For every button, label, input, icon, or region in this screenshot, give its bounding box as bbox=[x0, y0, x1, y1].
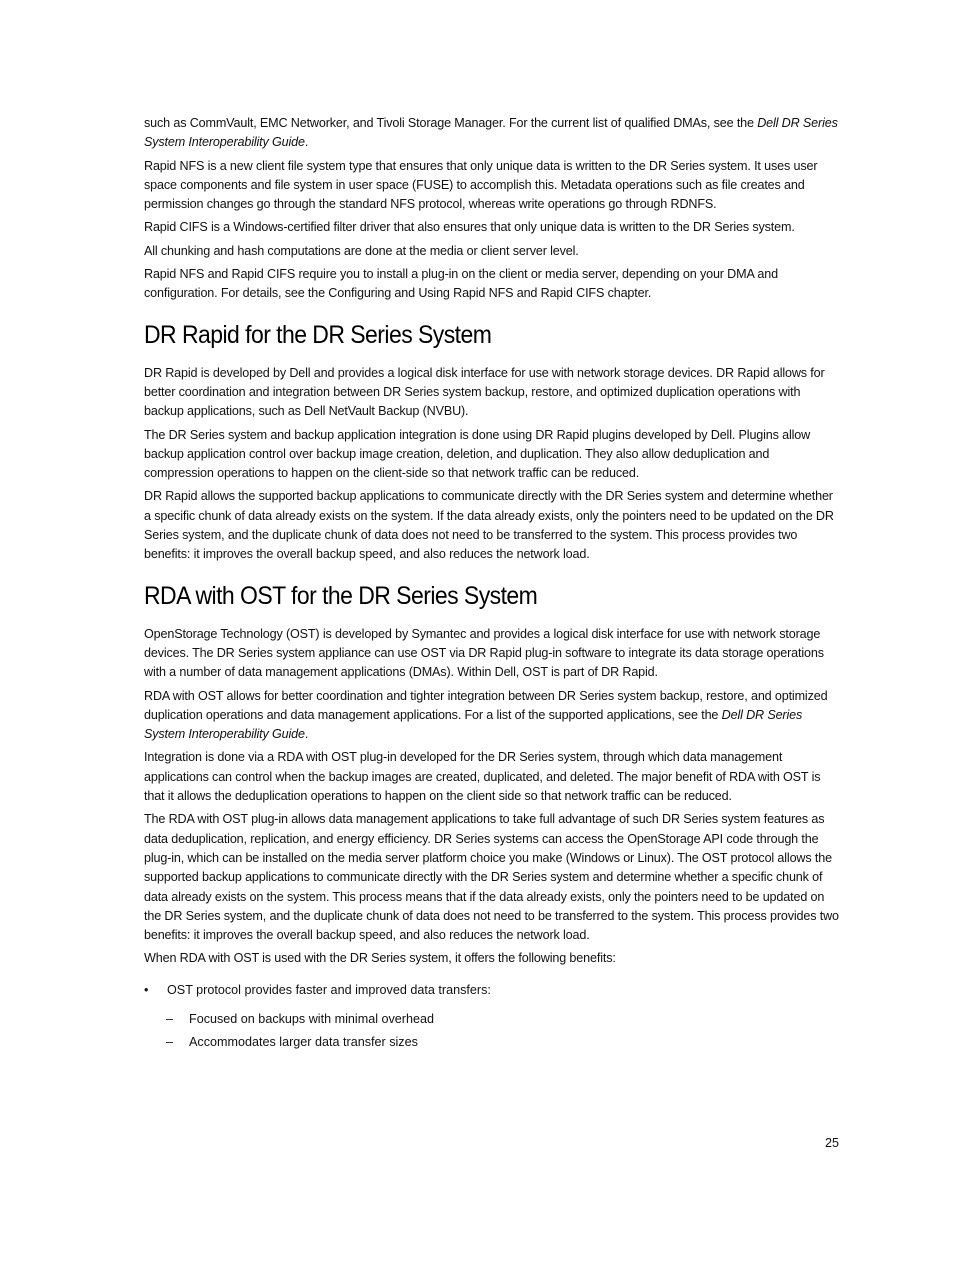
dash-icon: – bbox=[166, 1011, 174, 1026]
intro-paragraph-5: Rapid NFS and Rapid CIFS require you to install a plug-in on the client or media server, depending on your DMA and configuration. For details, see the Configuring and Using Rapid NFS and Rapid CIFS chapter. bbox=[144, 267, 778, 301]
dr-rapid-paragraph-1: DR Rapid is developed by Dell and provides a logical disk interface for use with network storage devices. DR Rapid allows for better coordination and integration between DR Series system backup, restore, and optimized duplication operations with backup applications, such as Dell NetVault Backup (NVBU). bbox=[144, 365, 825, 419]
interoperability-guide-reference: Dell DR Series System Interoperability Guide bbox=[144, 116, 838, 150]
dr-rapid-paragraph-2: The DR Series system and backup application integration is done using DR Rapid plugins developed by Dell. Plugins allow backup application control over backup image creation, deletion, and duplication. They also allow deduplication and compression operations to happen on the client-side so that network traffic can be reduced. bbox=[144, 427, 811, 481]
dr-rapid-paragraph-3: DR Rapid allows the supported backup applications to communicate directly with the DR Series system and determine whether a specific chunk of data already exists on the system. If the data already exists, only the pointers need to be updated on the DR Series system, and the duplicate chunk of data does not need to be transferred to the system. This process provides two benefits: it improves the overall backup speed, and also reduces the network load. bbox=[144, 489, 834, 562]
intro-paragraph-1-end: . bbox=[304, 135, 309, 150]
rda-ost-paragraph-3: Integration is done via a RDA with OST plug-in developed for the DR Series system, through which data management applications can control when the backup images are created, duplicated, and deleted. The major benefit of RDA with OST is that it allows the deduplication operations to happen on the client side so that network traffic can be reduced. bbox=[144, 750, 821, 804]
dash-icon: – bbox=[166, 1035, 174, 1050]
intro-paragraph-1-text: such as CommVault, EMC Networker, and Tivoli Storage Manager. For the current list of qualified DMAs, see the bbox=[144, 116, 758, 130]
section-heading-dr-rapid: DR Rapid for the DR Series System bbox=[144, 320, 492, 349]
intro-paragraph-1 bbox=[144, 114, 840, 153]
page-content bbox=[144, 114, 840, 1057]
sub-list-item bbox=[144, 1010, 840, 1029]
bullet-item bbox=[144, 981, 840, 1000]
intro-paragraph-2: Rapid NFS is a new client file system type that ensures that only unique data is written to the DR Series system. It uses user space components and file system in user space (FUSE) to accomplish this. Metadata operations such as file creates and permission changes go through the standard NFS protocol, whereas write operations go through RDNFS. bbox=[144, 158, 818, 212]
bullet-text: OST protocol provides faster and improved data transfers: bbox=[167, 982, 491, 997]
rda-ost-paragraph-5: When RDA with OST is used with the DR Series system, it offers the following benefits: bbox=[144, 951, 616, 966]
page-number: 25 bbox=[824, 1136, 839, 1150]
sub-list-text: Accommodates larger data transfer sizes bbox=[189, 1035, 418, 1050]
bullet-icon: • bbox=[144, 982, 149, 997]
rda-ost-paragraph-2 bbox=[144, 687, 840, 745]
rda-ost-paragraph-4: The RDA with OST plug-in allows data management applications to take full advantage of such DR Series system features as data deduplication, replication, and energy efficiency. DR Series systems can access the OpenStorage API code through the plug-in, which can be installed on the media server platform choice you make (Windows or Linux). The OST protocol allows the supported backup applications to communicate directly with the DR Series system and determine whether a specific chunk of data already exists on the system. This process means that if the data already exists, only the pointers need to be updated on the DR Series system, and the duplicate chunk of data does not need to be transferred to the system. This process provides two benefits: it improves the overall backup speed, and also reduces the network load. bbox=[144, 812, 839, 943]
rda-ost-paragraph-2-end: . bbox=[304, 727, 309, 742]
interoperability-guide-reference-2: Dell DR Series System Interoperability Guide bbox=[144, 707, 803, 742]
sub-list-item bbox=[144, 1033, 840, 1052]
intro-paragraph-3: Rapid CIFS is a Windows-certified filter driver that also ensures that only unique data is written to the DR Series system. bbox=[144, 220, 795, 235]
rda-ost-paragraph-2-text: RDA with OST allows for better coordination and tighter integration between DR Series system backup, restore, and optimized duplication operations and data management applications. For a list of the supported applications, see the bbox=[144, 688, 828, 722]
rda-ost-paragraph-1: OpenStorage Technology (OST) is developed by Symantec and provides a logical disk interface for use with network storage devices. The DR Series system appliance can use OST via DR Rapid plug-in software to integrate its data storage operations with a number of data management applications (DMAs). Within Dell, OST is part of DR Rapid. bbox=[144, 626, 824, 680]
sub-list-text: Focused on backups with minimal overhead bbox=[189, 1011, 435, 1026]
intro-paragraph-4: All chunking and hash computations are done at the media or client server level. bbox=[144, 243, 579, 258]
section-heading-rda-ost: RDA with OST for the DR Series System bbox=[144, 581, 538, 610]
